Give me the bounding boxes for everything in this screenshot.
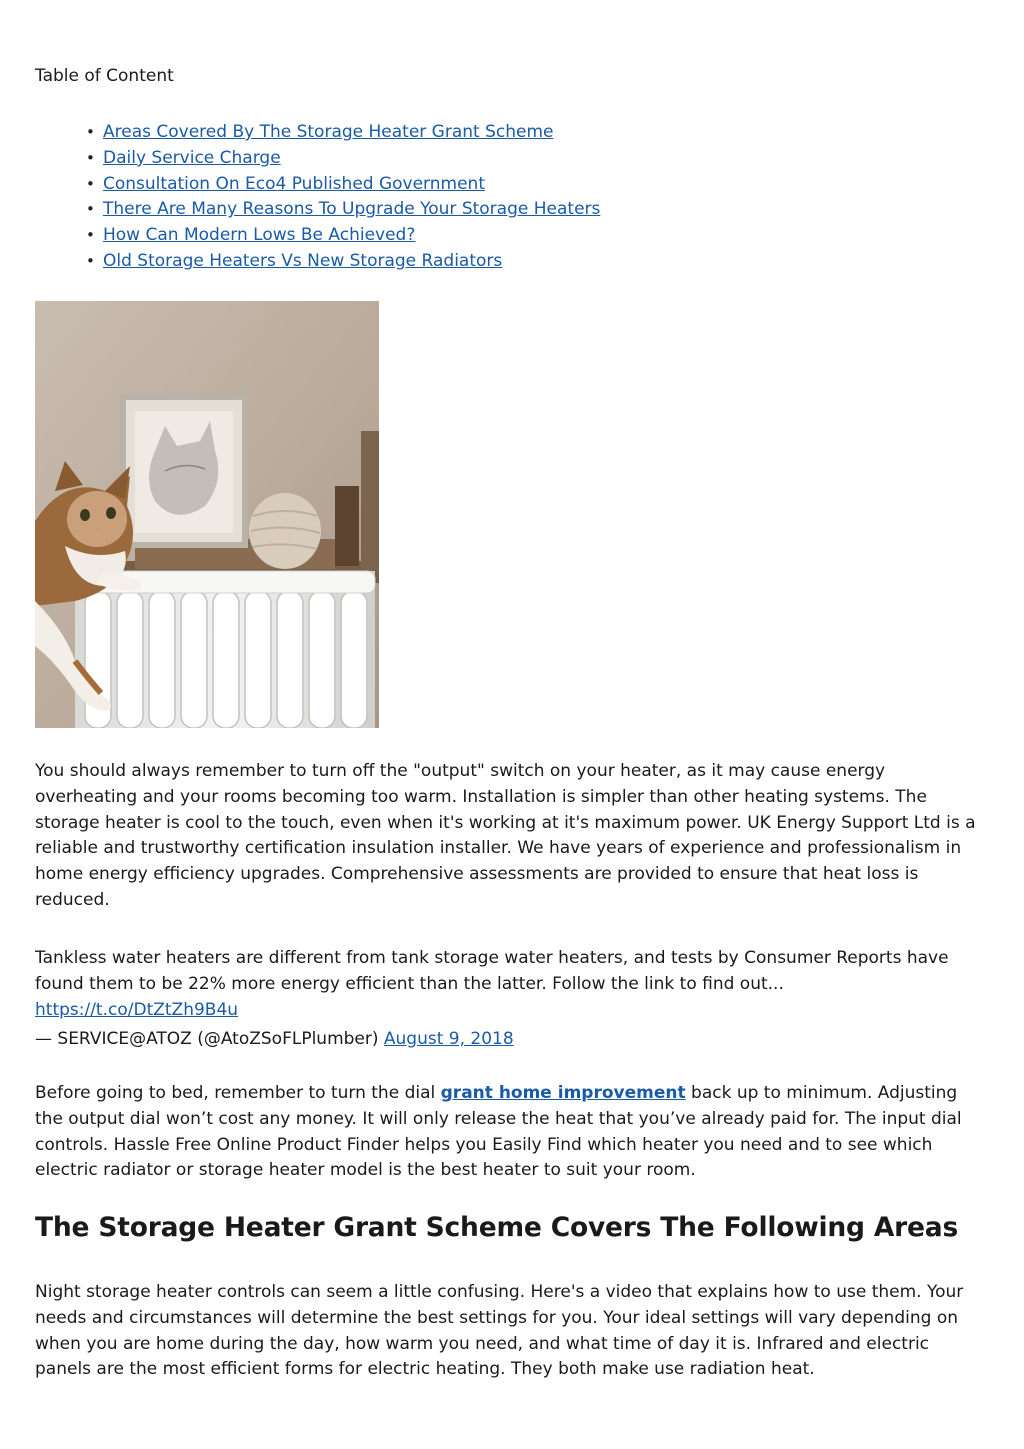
toc-item [86,223,600,249]
toc-list [86,120,600,275]
dial-text-before: Before going to bed, remember to turn the dial [35,1083,441,1103]
toc-title: Table of Content [35,66,174,86]
bullet-icon: • [86,200,95,219]
tweet-attribution [35,1027,990,1053]
dial-text-after: back up to minimum. Adjusting the output dial won’t cost any money. It will only release the heat that you’ve already paid for. The input dial controls. Hassle Free Online Product Finder helps you Easily Find which heater you need and to see which electric radiator or storage heater model is the best heater to suit your room. [35,1083,962,1181]
cat-radiator-photo [35,301,379,728]
bullet-icon: • [86,148,95,167]
toc-item [86,249,600,275]
bullet-icon: • [86,226,95,245]
toc-link-reasons-upgrade[interactable]: There Are Many Reasons To Upgrade Your Storage Heaters [103,199,601,220]
toc-link-modern-lows[interactable]: How Can Modern Lows Be Achieved? [103,225,416,246]
toc-link-daily-service-charge[interactable]: Daily Service Charge [103,147,281,168]
toc-link-consultation-eco4[interactable]: Consultation On Eco4 Published Government [103,173,485,194]
toc-link-old-vs-new[interactable]: Old Storage Heaters Vs New Storage Radiators [103,250,503,271]
bullet-icon: • [86,251,95,270]
toc-item [86,172,600,198]
grant-home-improvement-link[interactable]: grant home improvement [440,1083,686,1103]
tweet-link[interactable]: https://t.co/DtZtZh9B4u [35,999,239,1020]
section-heading: The Storage Heater Grant Scheme Covers The Following Areas [35,1212,959,1243]
tweet-text: Tankless water heaters are different from tank storage water heaters, and tests by Consumer Reports have found them to be 22% more energy efficient than the latter. Follow the link to find out... [35,948,949,994]
paragraph-night-storage: Night storage heater controls can seem a little confusing. Here's a video that explains how to use them. Your needs and circumstances will determine the best settings for you. Your ideal settings will vary depending on when you are home during the day, how warm you need, and what time of day it is. Infrared and electric panels are the most efficient forms for electric heating. They both make use radiation heat. [35,1282,964,1380]
tweet-author: — SERVICE@ATOZ (@AtoZSoFLPlumber) [35,1029,384,1049]
paragraph-output-switch: You should always remember to turn off the "output" switch on your heater, as it may cause energy overheating and your rooms becoming too warm. Installation is simpler than other heating systems. The storage heater is cool to the touch, even when it's working at it's maximum power. UK Energy Support Ltd is a reliable and trustworthy certification insulation installer. We have years of experience and professionalism in home energy efficiency upgrades. Comprehensive assessments are provided to ensure that heat loss is reduced. [35,761,976,910]
toc-item [86,120,600,146]
tweet-quote [35,946,990,1023]
paragraph-dial [35,1081,990,1184]
bullet-icon: • [86,174,95,193]
bullet-icon: • [86,123,95,141]
tweet-date-link[interactable]: August 9, 2018 [383,1029,514,1049]
toc-link-areas-covered[interactable]: Areas Covered By The Storage Heater Grant Scheme [103,122,554,142]
toc-item [86,197,600,223]
toc-item [86,146,600,172]
